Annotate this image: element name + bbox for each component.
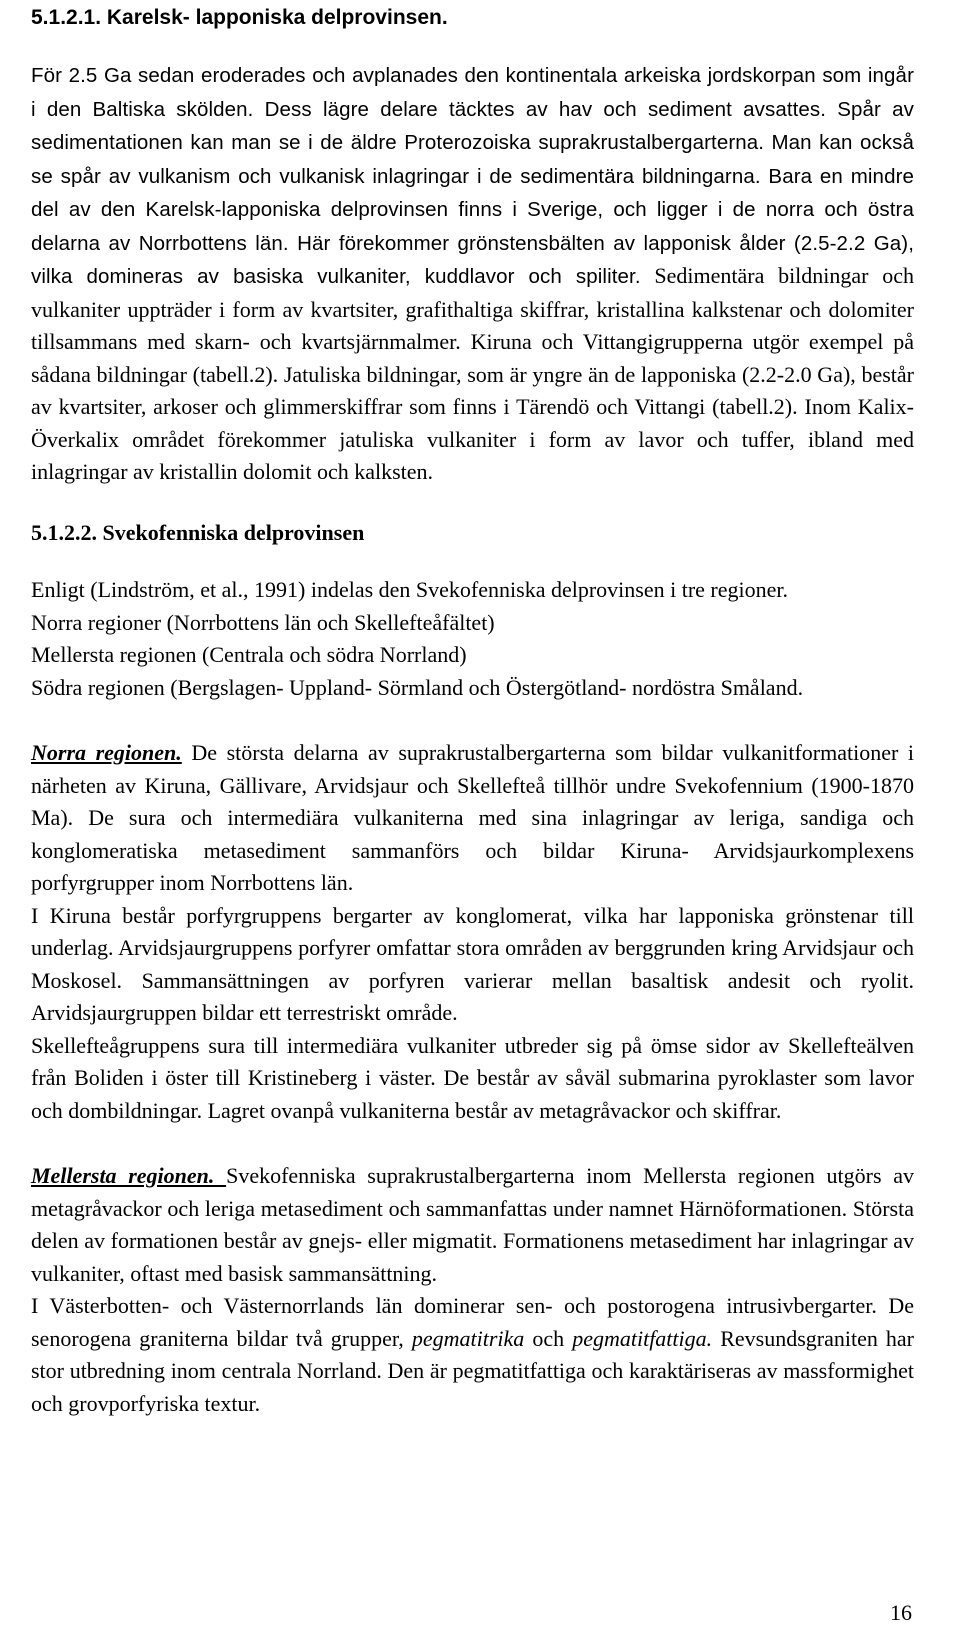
- section-heading-karelsk: 5.1.2.1. Karelsk- lapponiska delprovinsen.: [31, 6, 448, 29]
- page-number: 16: [890, 1600, 912, 1625]
- paragraph-mellersta-1-text: Svekofenniska suprakrustalbergarterna inom Mellersta regionen utgörs av metagråvackor och leriga metasediment och sammanfattas under namnet Härnöformationen. Största delen av formationen består av gnejs- eller migmatit. Formationens metasediment har inlagringar av vulkaniter, oftast med basisk sammansättning.: [31, 1163, 914, 1286]
- paragraph-karelsk: [31, 59, 914, 489]
- paragraph-svekofenniska-intro: Enligt (Lindström, et al., 1991) indelas den Svekofenniska delprovinsen i tre regioner.: [31, 577, 788, 602]
- paragraph-mellersta-2-mid: och: [524, 1325, 573, 1351]
- paragraph-norra-1: [31, 737, 914, 900]
- region-label-mellersta: Mellersta regionen.: [31, 1163, 227, 1188]
- term-pegmatitrika: pegmatitrika: [411, 1325, 525, 1351]
- paragraph-karelsk-sans-part: För 2.5 Ga sedan eroderades och avplanades den kontinentala arkeiska jordskorpan som ingår i den Baltiska skölden. Dess lägre delare täcktes av hav och sediment avsattes. Spår av sedimentationen kan man se i de äldre Proterozoiska suprakrustalbergarterna. Man kan också se spår av vulkanism och vulkanisk inlagringar i de sedimentära bildningarna. Bara en mindre del av den Karelsk-lapponiska delprovinsen finns i Sverige, och ligger i de norra och östra delarna av Norrbottens län. Här förekommer grönstensbälten av lapponisk ålder (2.5-2.2 Ga), vilka domineras av basiska vulkaniter, kuddlavor och spiliter.: [31, 64, 914, 288]
- region-list-item: Södra regionen (Bergslagen- Uppland- Sörmland och Östergötland- nordöstra Småland.: [31, 674, 804, 700]
- document-page: [31, 0, 914, 1420]
- paragraph-mellersta-1: [31, 1160, 914, 1290]
- region-list-item: Norra regioner (Norrbottens län och Skellefteåfältet): [31, 609, 495, 635]
- term-pegmatitfattiga: pegmatitfattiga.: [572, 1325, 713, 1351]
- paragraph-mellersta-2-start: I Västerbotten- och Västernorrlands län dominerar sen- och postorogena intrusivbergarter. De senorogena graniterna bildar två grupper,: [31, 1293, 914, 1351]
- section-heading-svekofenniska: 5.1.2.2. Svekofenniska delprovinsen: [31, 519, 365, 545]
- paragraph-mellersta-2-end: Revsundsgraniten har stor utbredning inom centrala Norrland. Den är pegmatitfattiga och karaktäriseras av massformighet och grovporfyriska textur.: [31, 1325, 915, 1416]
- paragraph-norra-1-text: De största delarna av suprakrustalbergarterna som bildar vulkanitformationer i närheten av Kiruna, Gällivare, Arvidsjaur och Skellefteå tillhör undre Svekofennium (1900-1870 Ma). De sura och intermediära vulkaniterna med sina inlagringar av leriga, sandiga och konglomeratiska metasediment sammanförs och bildar Kiruna- Arvidsjaurkomplexens porfyrgrupper inom Norrbottens län.: [31, 740, 914, 895]
- paragraph-norra-3: Skellefteågruppens sura till intermediära vulkaniter utbreder sig på ömse sidor av Skellefteälven från Boliden i öster till Kristineberg i väster. De består av såväl submarina pyroklaster som lavor och dombildningar. Lagret ovanpå vulkaniterna består av metagråvackor och skiffrar.: [31, 1032, 914, 1123]
- paragraph-karelsk-serif-part: Sedimentära bildningar och vulkaniter uppträder i form av kvartsiter, grafithaltiga skiffrar, kristallina kalkstenar och dolomiter tillsammans med skarn- och kvartsjärnmalmer. Kiruna och Vittangigrupperna utgör exempel på sådana bildningar (tabell.2). Jatuliska bildningar, som är yngre än de lapponiska (2.2-2.0 Ga), består av kvartsiter, arkoser och glimmerskiffrar som finns i Tärendö och Vittangi (tabell.2). Inom Kalix- Överkalix området förekommer jatuliska vulkaniter i form av lavor och tuffer, ibland med inlagringar av kristallin dolomit och kalksten.: [31, 263, 914, 484]
- paragraph-norra-2: I Kiruna består porfyrgruppens bergarter av konglomerat, vilka har lapponiska grönstenar till underlag. Arvidsjaurgruppens porfyrer omfattar stora områden av berggrunden kring Arvidsjaur och Moskosel. Sammansättningen av porfyren varierar mellan basaltisk andesit och ryolit. Arvidsjaurgruppen bildar ett terrestriskt område.: [31, 902, 914, 1025]
- paragraph-mellersta-2: [31, 1290, 914, 1420]
- region-list-item: Mellersta regionen (Centrala och södra Norrland): [31, 642, 467, 667]
- region-label-norra: Norra regionen.: [31, 740, 182, 765]
